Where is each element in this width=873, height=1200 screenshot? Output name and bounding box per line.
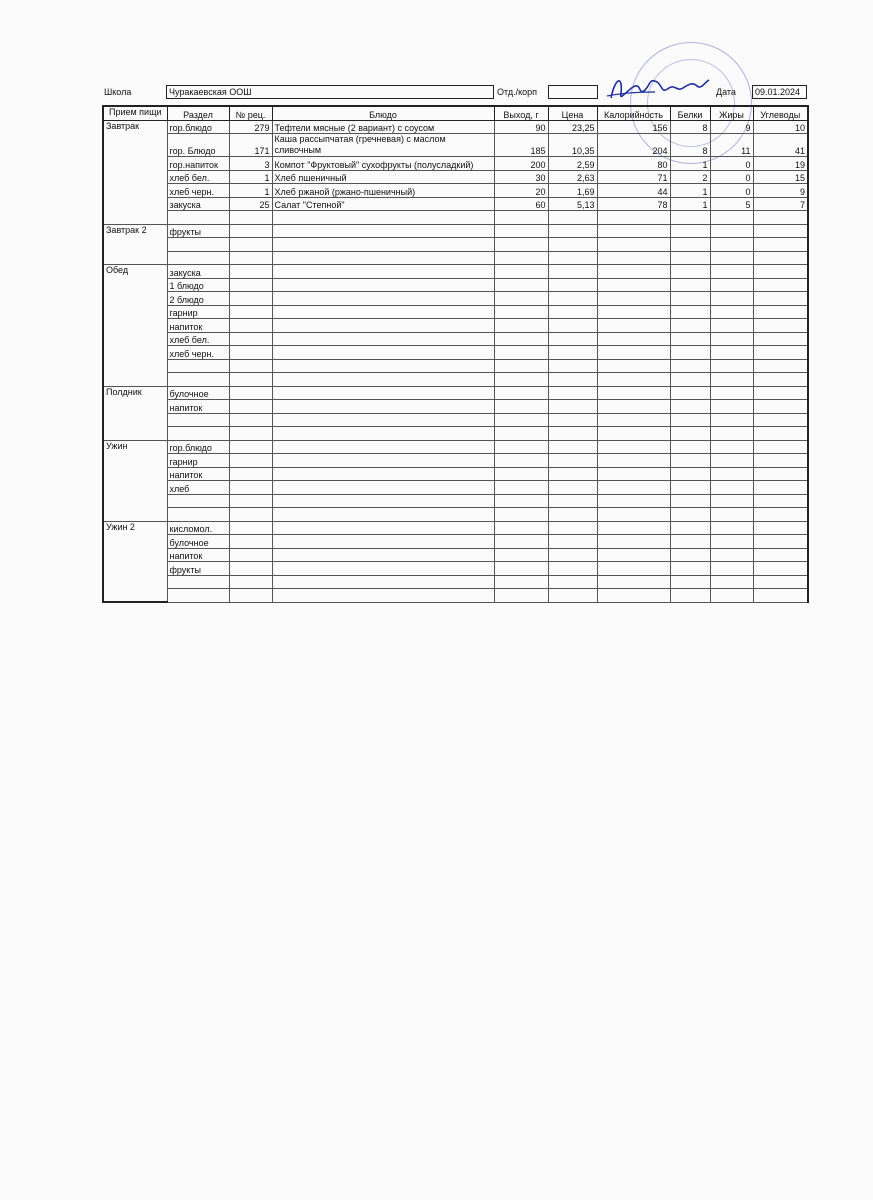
school-field[interactable]: Чуракаевская ООШ	[166, 85, 494, 99]
cell-carbs: 10	[753, 120, 808, 134]
cell-protein: 1	[670, 184, 710, 198]
cell-dish: Хлеб пшеничный	[272, 170, 494, 184]
menu-table	[102, 105, 809, 603]
cell-section: напиток	[167, 548, 229, 562]
cell-protein: 2	[670, 170, 710, 184]
cell-dish: Компот "Фруктовый" сухофрукты (полусладкий)	[272, 157, 494, 171]
table-row	[103, 197, 808, 211]
cell-section: гор.блюдо	[167, 120, 229, 134]
cell-section: фрукты	[167, 224, 229, 238]
cell-kcal: 71	[597, 170, 670, 184]
cell-fat: 9	[710, 120, 753, 134]
cell-price: 1,69	[548, 184, 597, 198]
cell-carbs: 9	[753, 184, 808, 198]
table-row	[103, 467, 808, 481]
table-row	[103, 535, 808, 549]
dept-field[interactable]	[548, 85, 598, 99]
table-row	[103, 305, 808, 319]
cell-section: 2 блюдо	[167, 292, 229, 306]
cell-yield: 20	[494, 184, 548, 198]
table-row	[103, 224, 808, 238]
cell-carbs: 41	[753, 134, 808, 157]
cell-dish: Каша рассыпчатая (гречневая) с маслом сливочным	[272, 134, 494, 157]
cell-section: закуска	[167, 197, 229, 211]
school-label: Школа	[104, 87, 132, 97]
cell-kcal: 156	[597, 120, 670, 134]
cell-section: напиток	[167, 467, 229, 481]
col-kcal-header: Калорийность	[597, 106, 670, 120]
table-row	[103, 211, 808, 225]
cell-yield: 30	[494, 170, 548, 184]
table-row	[103, 134, 808, 157]
cell-yield: 60	[494, 197, 548, 211]
cell-fat: 0	[710, 170, 753, 184]
cell-price: 10,35	[548, 134, 597, 157]
cell-recipe: 279	[229, 120, 272, 134]
table-row	[103, 157, 808, 171]
cell-fat: 0	[710, 184, 753, 198]
table-row	[103, 386, 808, 400]
col-price-header: Цена	[548, 106, 597, 120]
table-row	[103, 332, 808, 346]
signature	[605, 72, 715, 106]
cell-section: хлеб черн.	[167, 346, 229, 360]
cell-dish: Хлеб ржаной (ржано-пшеничный)	[272, 184, 494, 198]
table-row	[103, 120, 808, 134]
cell-section: гор.блюдо	[167, 440, 229, 454]
col-yield-header: Выход, г	[494, 106, 548, 120]
table-row	[103, 400, 808, 414]
table-row	[103, 238, 808, 252]
table-row	[103, 427, 808, 441]
table-row	[103, 548, 808, 562]
table-row	[103, 359, 808, 373]
table-row	[103, 562, 808, 576]
table-row	[103, 319, 808, 333]
date-label: Дата	[716, 87, 736, 97]
date-field[interactable]: 09.01.2024	[752, 85, 807, 99]
meal-breakfast-2: Завтрак 2	[103, 224, 167, 265]
cell-kcal: 78	[597, 197, 670, 211]
cell-kcal: 204	[597, 134, 670, 157]
cell-recipe: 3	[229, 157, 272, 171]
dept-label: Отд./корп	[497, 87, 537, 97]
cell-dish: Тефтели мясные (2 вариант) с соусом	[272, 120, 494, 134]
col-recipe-header: № рец.	[229, 106, 272, 120]
table-header-row	[103, 106, 808, 120]
cell-section: хлеб черн.	[167, 184, 229, 198]
table-row	[103, 170, 808, 184]
cell-price: 5,13	[548, 197, 597, 211]
cell-carbs: 7	[753, 197, 808, 211]
table-row	[103, 481, 808, 495]
col-fat-header: Жиры	[710, 106, 753, 120]
cell-section: напиток	[167, 400, 229, 414]
cell-yield: 185	[494, 134, 548, 157]
cell-section: хлеб бел.	[167, 332, 229, 346]
cell-section: напиток	[167, 319, 229, 333]
table-row	[103, 494, 808, 508]
table-row	[103, 265, 808, 279]
cell-carbs: 19	[753, 157, 808, 171]
col-carbs-header: Углеводы	[753, 106, 808, 120]
cell-section: 1 блюдо	[167, 278, 229, 292]
meal-dinner-2: Ужин 2	[103, 521, 167, 602]
cell-recipe: 25	[229, 197, 272, 211]
cell-fat: 5	[710, 197, 753, 211]
table-row	[103, 278, 808, 292]
cell-section: хлеб бел.	[167, 170, 229, 184]
cell-protein: 8	[670, 134, 710, 157]
cell-yield: 200	[494, 157, 548, 171]
cell-kcal: 44	[597, 184, 670, 198]
table-row	[103, 575, 808, 589]
col-protein-header: Белки	[670, 106, 710, 120]
cell-section: булочное	[167, 535, 229, 549]
cell-price: 2,59	[548, 157, 597, 171]
cell-recipe: 1	[229, 184, 272, 198]
cell-recipe: 171	[229, 134, 272, 157]
meal-lunch: Обед	[103, 265, 167, 387]
cell-section: хлеб	[167, 481, 229, 495]
cell-dish: Салат "Степной"	[272, 197, 494, 211]
table-row	[103, 508, 808, 522]
col-meal-header: Прием пищи	[103, 106, 167, 120]
table-row	[103, 292, 808, 306]
col-dish-header: Блюдо	[272, 106, 494, 120]
cell-yield: 90	[494, 120, 548, 134]
table-row	[103, 251, 808, 265]
table-row	[103, 440, 808, 454]
table-row	[103, 521, 808, 535]
cell-section: гор.напиток	[167, 157, 229, 171]
cell-protein: 8	[670, 120, 710, 134]
table-row	[103, 589, 808, 603]
cell-fat: 11	[710, 134, 753, 157]
cell-price: 2,63	[548, 170, 597, 184]
cell-section: булочное	[167, 386, 229, 400]
cell-section: кисломол.	[167, 521, 229, 535]
table-row	[103, 184, 808, 198]
cell-protein: 1	[670, 197, 710, 211]
cell-section: гарнир	[167, 454, 229, 468]
cell-kcal: 80	[597, 157, 670, 171]
table-row	[103, 346, 808, 360]
table-row	[103, 373, 808, 387]
cell-carbs: 15	[753, 170, 808, 184]
table-row	[103, 454, 808, 468]
cell-section: закуска	[167, 265, 229, 279]
meal-breakfast: Завтрак	[103, 120, 167, 224]
table-row	[103, 413, 808, 427]
meal-snack: Полдник	[103, 386, 167, 440]
cell-fat: 0	[710, 157, 753, 171]
meal-dinner: Ужин	[103, 440, 167, 521]
cell-section: гарнир	[167, 305, 229, 319]
cell-protein: 1	[670, 157, 710, 171]
cell-price: 23,25	[548, 120, 597, 134]
cell-section: гор. Блюдо	[167, 134, 229, 157]
col-section-header: Раздел	[167, 106, 229, 120]
cell-section: фрукты	[167, 562, 229, 576]
cell-recipe: 1	[229, 170, 272, 184]
